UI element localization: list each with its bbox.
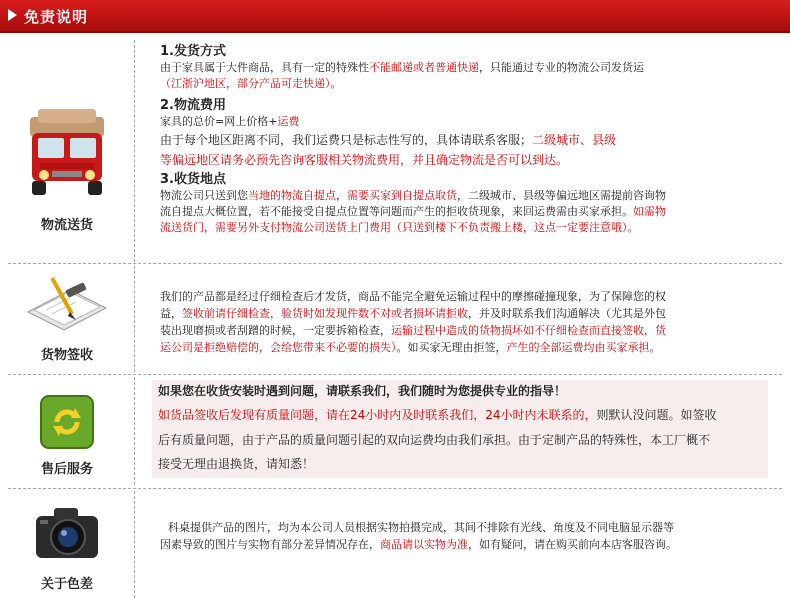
text: ，: [336, 189, 347, 202]
text-red: ，验货时如发现件数不对或者损坏请拒收: [270, 307, 468, 320]
text: 则默认没问题。如签收: [596, 408, 717, 422]
divider-vertical: [134, 491, 135, 598]
shipping-heading-method: 1.发货方式: [160, 44, 226, 59]
page-title: 免责说明: [24, 8, 89, 26]
text: ，并及时联系我们沟通解决（尤其是外包: [468, 307, 666, 320]
header-bar: [0, 0, 790, 33]
text: 流自提点大概位置，若不能接受自提点位置等问题而产生的拒收货现象，来回运费需由买家承担。: [160, 205, 633, 218]
service-text: [158, 380, 768, 476]
shipping-heading-fee: 2.物流费用: [160, 98, 226, 113]
text-red: 运费: [277, 115, 300, 128]
text: 由于每个地区距离不同，我们运费只是标志性写的，具体请联系客服；: [160, 133, 533, 147]
text-red: 运输过程中造成的货物损坏如不仔细检查而直接签收，货: [391, 324, 666, 337]
text-red: 需要买家到自提点取货: [347, 189, 457, 202]
text: 因素导致的图片与实物有部分差异情况存在，: [160, 538, 380, 551]
sign-label: 货物签收: [40, 348, 93, 363]
text: 物流公司只送到您: [160, 189, 248, 202]
text-red: 如需物: [633, 205, 666, 218]
text: 家具的总价=网上价格+: [160, 115, 278, 128]
text: ，二级城市、县级等偏远地区需提前咨询物: [457, 189, 666, 202]
service-label: 售后服务: [40, 462, 93, 477]
text-red: 流送货门，需要另外支付物流公司送货上门费用（只送到楼下不负责搬上楼，这点一定要注意哦）。: [160, 221, 639, 234]
sign-text: [160, 288, 780, 356]
text: 如果您在收货安装时遇到问题，请联系我们，我们随时为您提供专业的指导！: [158, 384, 567, 398]
truck-icon: [4, 105, 130, 204]
clipboard-icon: [4, 272, 130, 338]
text: 益，: [160, 307, 182, 320]
text: 后有质量问题，由于产品的质量问题引起的双向运费均由我们承担。由于定制产品的特殊性，本工厂概不: [158, 433, 711, 447]
text-red: （江浙沪地区，部分产品可走快递）: [160, 77, 331, 90]
text: 由于家具属于大件商品，具有一定的特殊性: [160, 61, 369, 74]
divider-vertical: [134, 40, 135, 262]
text: ，只能通过专业的物流公司发货运: [479, 61, 644, 74]
text: 。: [330, 77, 342, 90]
text: 。如买家无理由拒签，: [396, 341, 507, 354]
text-red: 如货品签收后发现有质量问题，请在24小时内及时联系我们，24小时内未联系的，: [158, 408, 597, 422]
refresh-icon: [4, 392, 130, 456]
camera-icon: [4, 504, 130, 568]
divider-vertical: [134, 266, 135, 372]
arrow-icon: [8, 9, 17, 21]
text: ，如有疑问，请在购买前向本店客服咨询。: [468, 538, 677, 551]
shipping-label: 物流送货: [40, 218, 93, 233]
color-label: 关于色差: [40, 577, 93, 592]
text: 装出现磨损或者刮蹭的时候，一定要拆箱检查，: [160, 324, 391, 337]
divider-vertical: [134, 377, 135, 485]
section-separator: [8, 374, 782, 375]
color-text: [160, 519, 780, 553]
section-separator: [8, 488, 782, 489]
text: 接受无理由退换货，请知悉！: [158, 457, 315, 471]
text-red: 运公司是拒绝赔偿的，会给您带来不必要的损失）: [160, 341, 397, 354]
text-red: 签收前请仔细检查: [182, 307, 270, 320]
shipping-text: [160, 44, 780, 236]
text-red: 当地的物流自提点: [248, 189, 336, 202]
text-red: 商品请以实物为准: [380, 538, 468, 551]
shipping-heading-location: 3.收货地点: [160, 172, 226, 187]
section-separator: [8, 263, 782, 264]
text-red: 不能邮递或者普通快递: [369, 61, 479, 74]
text-red: 产生的全部运费均由买家承担: [506, 341, 650, 354]
text-red: 二级城市、县级: [532, 133, 617, 147]
text-red: 等偏远地区请务必预先咨询客服相关物流费用，并且确定物流是否可以到达。: [160, 153, 569, 167]
text: 我们的产品都是经过仔细检查后才发货，商品不能完全避免运输过程中的摩擦碰撞现象，为了保障您的权: [160, 290, 666, 303]
text: 。: [649, 341, 661, 354]
text: 科桌提供产品的图片，均为本公司人员根据实物拍摄完成，其间不排除有光线、角度及不同电脑显示器等: [168, 521, 674, 534]
